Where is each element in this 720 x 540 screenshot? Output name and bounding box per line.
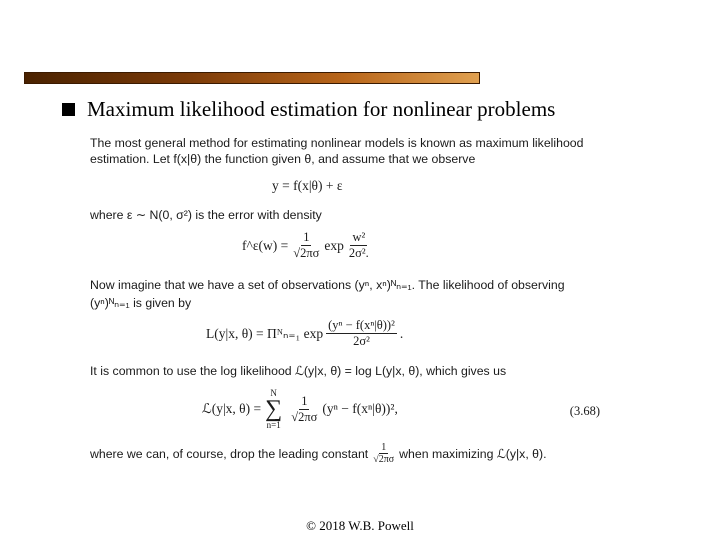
equation-2-numerator: 1 bbox=[303, 230, 310, 244]
paragraph-5-numerator: 1 bbox=[381, 442, 387, 453]
equation-1-text: y = f(x|θ) + ε bbox=[272, 178, 343, 193]
paragraph-5-denominator: √2πσ bbox=[373, 454, 395, 465]
equation-number: (3.68) bbox=[569, 404, 600, 418]
paragraph-1-line-2: estimation. Let f(x|θ) the function given θ, and assume that we observe bbox=[90, 152, 476, 166]
equation-3-fraction bbox=[326, 318, 397, 349]
equation-4-fraction bbox=[289, 394, 319, 425]
equation-4-numerator: 1 bbox=[301, 393, 308, 408]
equation-2-exp-fraction bbox=[347, 230, 371, 261]
paragraph-1-line-1: The most general method for estimating nonlinear models is known as maximum likelihood bbox=[90, 136, 584, 150]
sigma-icon: ∑ bbox=[265, 396, 283, 422]
equation-4 bbox=[202, 388, 398, 430]
paragraph-5-fraction bbox=[371, 442, 396, 465]
paragraph-4: It is common to use the log likelihood ℒ(y|x, θ) = log L(y|x, θ), which gives us bbox=[90, 364, 507, 378]
slide-title-row bbox=[62, 95, 555, 123]
copyright-footer: © 2018 W.B. Powell bbox=[306, 518, 414, 533]
equation-2-fraction bbox=[291, 230, 321, 261]
equation-4-lhs: ℒ(y|x, θ) = bbox=[202, 401, 262, 416]
paragraph-5-start: where we can, of course, drop the leading constant bbox=[90, 446, 369, 461]
slide-title: Maximum likelihood estimation for nonlinear problems bbox=[87, 97, 556, 121]
summation-symbol bbox=[265, 388, 282, 430]
paragraph-2: where ε ∼ N(0, σ²) is the error with density bbox=[90, 208, 322, 222]
paragraph-3-line-2: (yⁿ)ᴺₙ₌₁ is given by bbox=[90, 296, 192, 310]
equation-3-denominator: 2σ² bbox=[353, 334, 370, 348]
title-accent-bar bbox=[24, 72, 480, 84]
square-bullet-icon bbox=[62, 103, 75, 116]
equation-2-lhs: f^ε(w) = bbox=[242, 237, 289, 253]
paragraph-3-line-1: Now imagine that we have a set of observations (yⁿ, xⁿ)ᴺₙ₌₁. The likelihood of observing bbox=[90, 278, 565, 292]
paragraph-5 bbox=[90, 442, 547, 465]
equation-3-end: . bbox=[399, 325, 404, 341]
summation-upper-limit: N bbox=[270, 388, 277, 398]
equation-4-rhs: (yⁿ − f(xⁿ|θ))², bbox=[322, 401, 398, 416]
equation-4-denominator: √2πσ bbox=[291, 409, 318, 424]
summation-lower-limit: n=1 bbox=[266, 420, 281, 430]
equation-3 bbox=[206, 318, 403, 349]
paragraph-5-end: when maximizing ℒ(y|x, θ). bbox=[399, 446, 547, 461]
equation-3-numerator: (yⁿ − f(xⁿ|θ))² bbox=[328, 318, 395, 332]
equation-1 bbox=[272, 178, 343, 194]
equation-2-exp-numerator: w² bbox=[352, 230, 366, 244]
equation-2 bbox=[242, 230, 374, 261]
equation-2-exp: exp bbox=[324, 237, 344, 253]
equation-2-exp-denominator: 2σ². bbox=[348, 246, 369, 260]
equation-3-lhs: L(y|x, θ) = Πᴺₙ₌₁ exp bbox=[206, 325, 324, 341]
equation-2-denominator: √2πσ bbox=[293, 246, 320, 260]
